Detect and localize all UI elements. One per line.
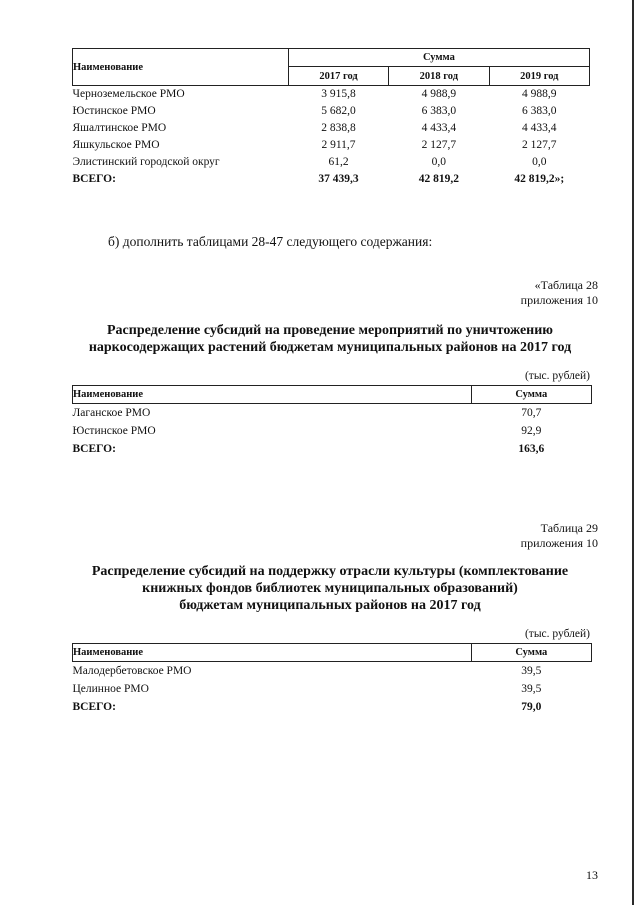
row-name: Лаганское РМО [72, 407, 151, 419]
row-value: 3 915,8 [321, 88, 356, 100]
table29 [72, 643, 592, 716]
table29-title [60, 563, 600, 614]
row-value: 4 988,9 [421, 88, 457, 100]
table28-title-line1: Распределение субсидий на проведение мероприятий по уничтожению [107, 323, 553, 338]
table-row [73, 137, 590, 154]
row-name: Черноземельское РМО [72, 88, 185, 100]
table-row [73, 103, 590, 120]
table28-reference [521, 278, 598, 308]
row-value: 2 838,8 [321, 122, 356, 134]
row-value: 0,0 [431, 156, 447, 168]
row-value: 70,7 [521, 407, 542, 419]
total-label: ВСЕГО: [72, 443, 116, 455]
page-edge-line [632, 0, 634, 905]
header-year-2018: 2018 год [389, 67, 489, 86]
row-name: Малодербетовское РМО [72, 665, 192, 677]
row-value: 6 383,0 [522, 105, 557, 117]
row-name: Целинное РМО [72, 683, 149, 695]
total-value: 42 819,2»; [514, 173, 565, 185]
row-name: Яшалтинское РМО [72, 122, 167, 134]
table28 [72, 385, 592, 458]
table29-ref-line1: Таблица 29 [540, 521, 598, 535]
subsidy-table-continued [72, 48, 590, 188]
table-row [73, 662, 592, 681]
header-year-2019: 2019 год [489, 67, 589, 86]
table-row [73, 120, 590, 137]
total-label: ВСЕГО: [72, 173, 116, 185]
table-row [73, 680, 592, 698]
paragraph-b: б) дополнить таблицами 28-47 следующего содержания: [108, 234, 433, 249]
row-value: 39,5 [521, 683, 542, 695]
table-row [73, 86, 590, 104]
total-row [73, 440, 592, 458]
table29-header-sum: Сумма [471, 644, 591, 662]
table-row [73, 422, 592, 440]
row-value: 2 127,7 [522, 139, 557, 151]
total-value: 37 439,3 [318, 173, 359, 185]
header-name: Наименование [73, 49, 289, 86]
table29-ref-line2: приложения 10 [520, 536, 598, 550]
row-value: 5 682,0 [321, 105, 356, 117]
table28-title-line2: наркосодержащих растений бюджетам муниципальных районов на 2017 год [88, 340, 572, 355]
row-value: 92,9 [521, 425, 542, 437]
table28-ref-line2: приложения 10 [520, 293, 598, 307]
table29-reference [521, 521, 598, 551]
table28-header-sum: Сумма [471, 386, 591, 404]
table28-title [60, 322, 600, 356]
row-name: Яшкульское РМО [72, 139, 160, 151]
row-value: 39,5 [521, 665, 542, 677]
total-label: ВСЕГО: [72, 701, 116, 713]
table29-title-line1: Распределение субсидий на поддержку отрасли культуры (комплектование [91, 564, 569, 579]
total-value: 79,0 [521, 701, 542, 713]
row-value: 2 127,7 [421, 139, 457, 151]
table-row [73, 154, 590, 171]
header-year-2017: 2017 год [288, 67, 388, 86]
row-name: Юстинское РМО [72, 105, 156, 117]
total-value: 42 819,2 [418, 173, 459, 185]
table28-ref-line1: «Таблица 28 [534, 278, 598, 292]
row-name: Элистинский городской округ [72, 156, 220, 168]
row-name: Юстинское РМО [72, 425, 156, 437]
row-value: 61,2 [328, 156, 349, 168]
table29-title-line2: книжных фондов библиотек муниципальных образований) [142, 581, 518, 596]
row-value: 4 988,9 [522, 88, 557, 100]
page-number: 13 [586, 868, 598, 882]
table28-units: (тыс. рублей) [524, 370, 590, 382]
table29-title-line3: бюджетам муниципальных районов на 2017 год [179, 598, 481, 613]
table-row [73, 404, 592, 423]
total-row [73, 171, 590, 188]
row-value: 6 383,0 [421, 105, 457, 117]
header-sum: Сумма [288, 49, 589, 67]
row-value: 2 911,7 [321, 139, 356, 151]
table28-header-name: Наименование [73, 386, 472, 404]
table29-header-name: Наименование [73, 644, 472, 662]
total-value: 163,6 [518, 443, 545, 455]
row-value: 4 433,4 [421, 122, 457, 134]
total-row [73, 698, 592, 716]
table29-units: (тыс. рублей) [524, 628, 590, 640]
row-value: 0,0 [532, 156, 547, 168]
row-value: 4 433,4 [522, 122, 557, 134]
